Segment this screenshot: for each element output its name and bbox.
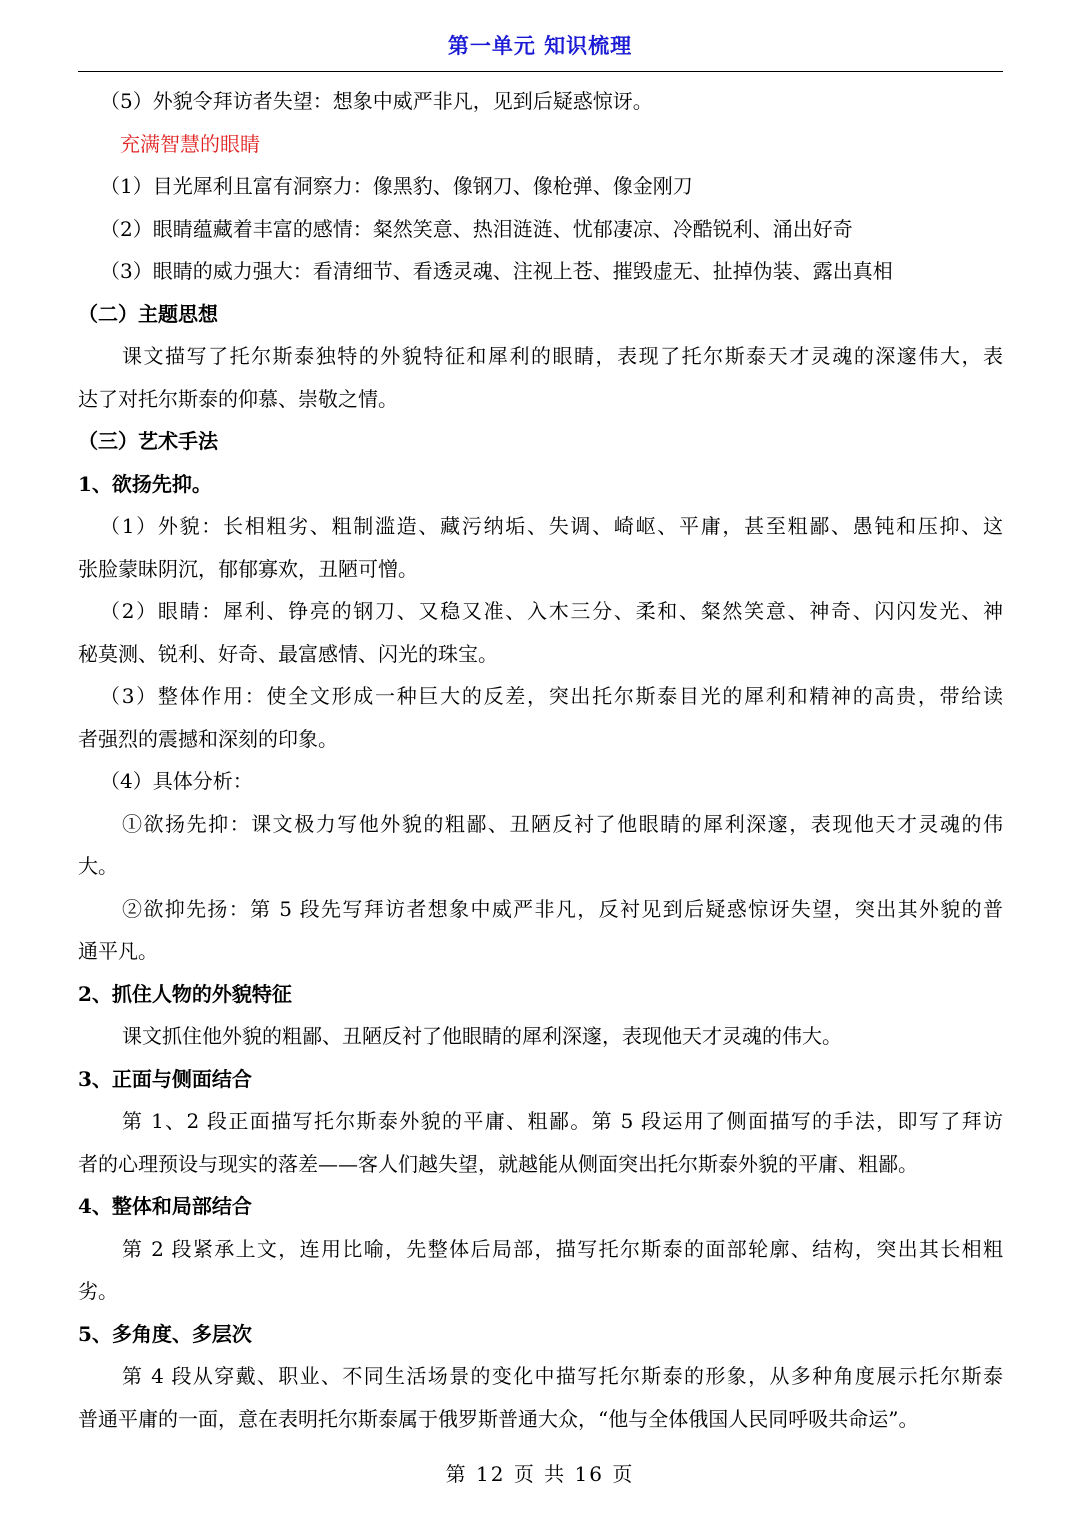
paragraph-line: 劣。 <box>78 1279 118 1303</box>
subheading-5: 5、多角度、多层次 <box>78 1321 252 1346</box>
subheading-3: 3、正面与侧面结合 <box>78 1066 252 1091</box>
paragraph-line: ②欲抑先扬：第 5 段先写拜访者想象中威严非凡，反衬见到后疑惑惊讶失望，突出其外貌的普 <box>122 896 1003 921</box>
text-line: （4）具体分析： <box>100 769 253 793</box>
subheading-2: 2、抓住人物的外貌特征 <box>78 981 292 1006</box>
paragraph-line: 张脸蒙昧阴沉，郁郁寡欢，丑陋可憎。 <box>78 556 418 581</box>
paragraph-line: 大。 <box>78 854 118 878</box>
section-subheading-eyes: 充满智慧的眼睛 <box>120 131 260 156</box>
text-line: （3）眼睛的威力强大：看清细节、看透灵魂、注视上苍、摧毁虚无、扯掉伪装、露出真相 <box>100 259 893 283</box>
paragraph-line: 达了对托尔斯泰的仰慕、崇敬之情。 <box>78 386 398 411</box>
subheading-1: 1、欲扬先抑。 <box>78 471 212 496</box>
paragraph-line: 者强烈的震撼和深刻的印象。 <box>78 726 338 751</box>
paragraph-line: （3）整体作用：使全文形成一种巨大的反差，突出托尔斯泰目光的犀利和精神的高贵，带给读 <box>100 684 1003 708</box>
paragraph-line: ①欲扬先抑：课文极力写他外貌的粗鄙、丑陋反衬了他眼睛的犀利深邃，表现他天才灵魂的伟 <box>122 811 1003 836</box>
header-divider <box>78 71 1003 72</box>
paragraph-line: （2）眼睛：犀利、铮亮的钢刀、又稳又准、入木三分、柔和、粲然笑意、神奇、闪闪发光、神 <box>100 599 1003 623</box>
section-heading-technique: （三）艺术手法 <box>78 429 218 453</box>
paragraph-line: 通平凡。 <box>78 939 158 963</box>
subheading-4: 4、整体和局部结合 <box>78 1194 252 1218</box>
paragraph-line: 课文描写了托尔斯泰独特的外貌特征和犀利的眼睛，表现了托尔斯泰天才灵魂的深邃伟大，表 <box>122 344 1003 368</box>
text-line: （2）眼睛蕴藏着丰富的感情：粲然笑意、热泪涟涟、忧郁凄凉、冷酷锐利、涌出好奇 <box>100 216 853 241</box>
paragraph-line: 课文抓住他外貌的粗鄙、丑陋反衬了他眼睛的犀利深邃，表现他天才灵魂的伟大。 <box>122 1024 842 1048</box>
paragraph-line: 第 4 段从穿戴、职业、不同生活场景的变化中描写托尔斯泰的形象，从多种角度展示托尔斯泰 <box>122 1364 1003 1388</box>
paragraph-line: 秘莫测、锐利、好奇、最富感情、闪光的珠宝。 <box>78 641 498 666</box>
text-line: （1）目光犀利且富有洞察力：像黑豹、像钢刀、像枪弹、像金刚刀 <box>100 174 693 198</box>
paragraph-line: 者的心理预设与现实的落差——客人们越失望，就越能从侧面突出托尔斯泰外貌的平庸、粗鄙。 <box>78 1151 918 1176</box>
paragraph-line: （1）外貌：长相粗劣、粗制滥造、藏污纳垢、失调、崎岖、平庸，甚至粗鄙、愚钝和压抑、这 <box>100 514 1003 538</box>
paragraph-line: 普通平庸的一面，意在表明托尔斯泰属于俄罗斯普通大众，“他与全体俄国人民同呼吸共命运”。 <box>78 1406 919 1431</box>
paragraph-line: 第 1、2 段正面描写托尔斯泰外貌的平庸、粗鄙。第 5 段运用了侧面描写的手法，即写了拜访 <box>122 1109 1003 1133</box>
section-heading-theme: （二）主题思想 <box>78 301 218 326</box>
page-number-footer: 第 12 页 共 16 页 <box>445 1462 635 1486</box>
text-line: （5）外貌令拜访者失望：想象中威严非凡，见到后疑惑惊讶。 <box>100 89 653 113</box>
page-header-title: 第一单元 知识梳理 <box>447 33 633 58</box>
paragraph-line: 第 2 段紧承上文，连用比喻，先整体后局部，描写托尔斯泰的面部轮廓、结构，突出其长相粗 <box>122 1236 1003 1261</box>
document-body <box>78 80 1003 1440</box>
